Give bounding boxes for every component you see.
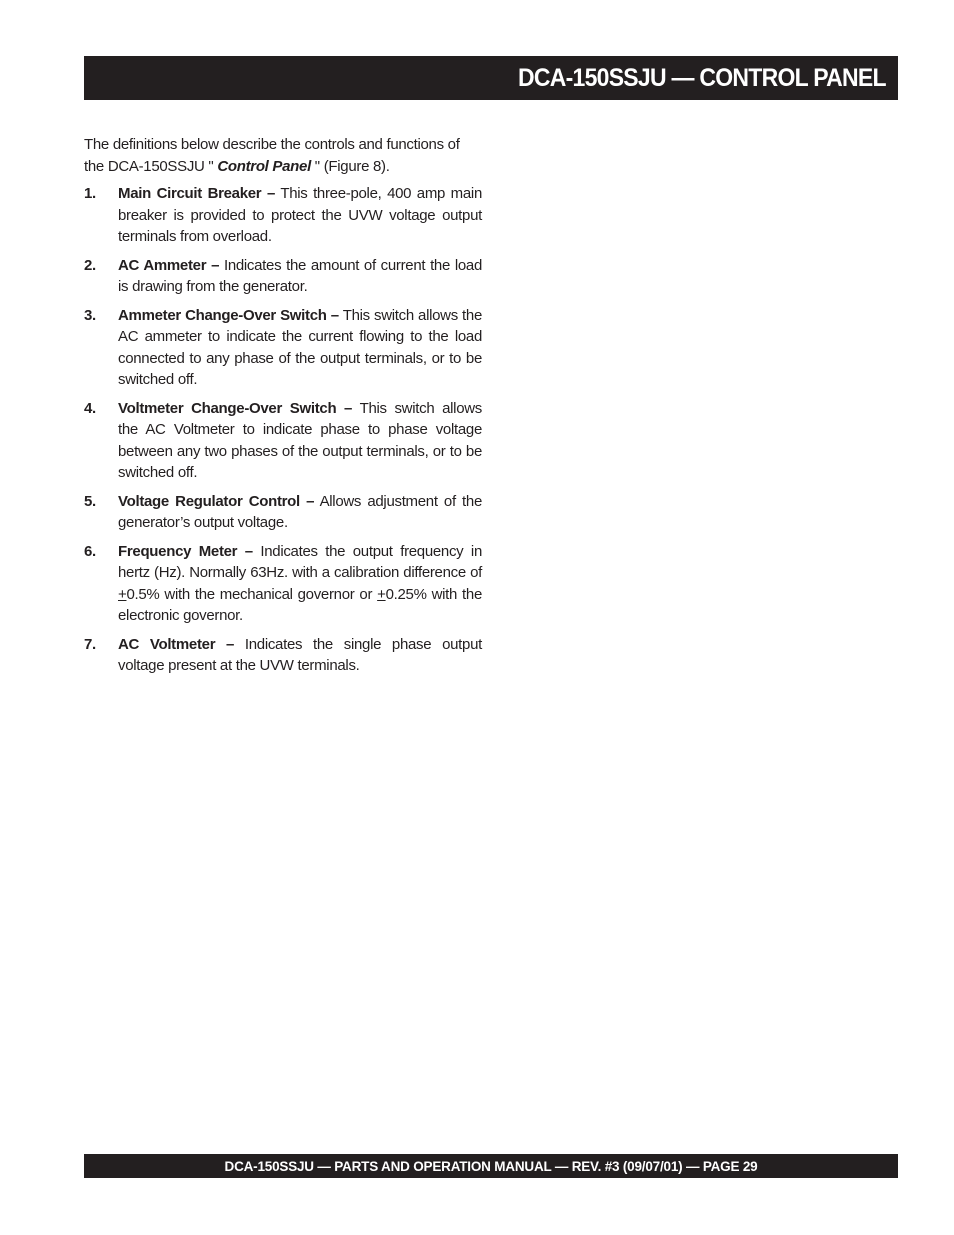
item-text-a: Indicates the output frequency in hertz (Hz). Normally 63Hz. with a calibration difference of (118, 542, 482, 581)
item-description (118, 255, 482, 298)
item-text: This switch allows the AC Voltmeter to indicate phase to phase voltage between any two phases of the output terminals, or to be switched off. (118, 399, 482, 481)
item-description (118, 541, 482, 627)
page-footer (84, 1154, 898, 1178)
intro-emphasis: Control Panel (217, 157, 311, 175)
item-number: 1. (84, 185, 96, 202)
item-term: Voltage Regulator Control – (118, 492, 315, 510)
item-text: Allows adjustment of the generator’s output voltage. (118, 492, 482, 531)
plus-minus-sign: + (118, 585, 127, 603)
list-item (84, 183, 482, 248)
item-description (118, 398, 482, 484)
item-number: 6. (84, 542, 96, 560)
item-text-c: 0.25% with the electronic governor. (118, 585, 482, 624)
item-text: Indicates the amount of current the load is drawing from the generator. (118, 256, 482, 295)
list-item (84, 491, 482, 534)
list-item (84, 255, 482, 298)
page-header (84, 56, 898, 100)
item-text: Indicates the single phase output voltage present at the UVW terminals. (118, 635, 483, 674)
item-text: This three-pole, 400 amp main breaker is provided to protect the UVW voltage output terminals from overload. (118, 185, 482, 245)
plus-minus-sign: + (377, 585, 386, 603)
intro-paragraph (84, 134, 482, 177)
main-content (84, 134, 482, 684)
item-description (118, 491, 482, 534)
intro-text-before: The definitions below describe the controls and functions of the DCA-150SSJU " (84, 136, 460, 175)
item-number: 2. (84, 256, 96, 274)
item-description (118, 183, 482, 248)
item-term: Main Circuit Breaker – (118, 185, 275, 202)
item-term: AC Ammeter – (118, 256, 220, 274)
item-term: Voltmeter Change-Over Switch – (118, 399, 353, 417)
item-text-b: 0.5% with the mechanical governor or (126, 585, 378, 603)
intro-text-after: " (Figure 8). (310, 157, 390, 175)
list-item (84, 398, 482, 484)
item-number: 3. (84, 306, 96, 324)
item-text: This switch allows the AC ammeter to indicate the current flowing to the load connected to any phase of the output terminals, or to be switched off. (118, 306, 483, 388)
footer-text: DCA-150SSJU — PARTS AND OPERATION MANUAL — REV. #3 (09/07/01) — PAGE 29 (224, 1158, 758, 1174)
list-item (84, 634, 482, 677)
item-term: Ammeter Change-Over Switch – (118, 306, 339, 324)
item-description (118, 634, 482, 677)
item-number: 7. (84, 635, 96, 653)
list-item (84, 305, 482, 391)
item-number: 5. (84, 492, 96, 510)
item-term: Frequency Meter – (118, 542, 253, 560)
item-term: AC Voltmeter – (118, 635, 235, 653)
definitions-list (84, 183, 482, 677)
page-title: DCA-150SSJU — CONTROL PANEL (518, 63, 886, 92)
item-number: 4. (84, 399, 96, 417)
item-description (118, 305, 482, 391)
list-item (84, 541, 482, 627)
